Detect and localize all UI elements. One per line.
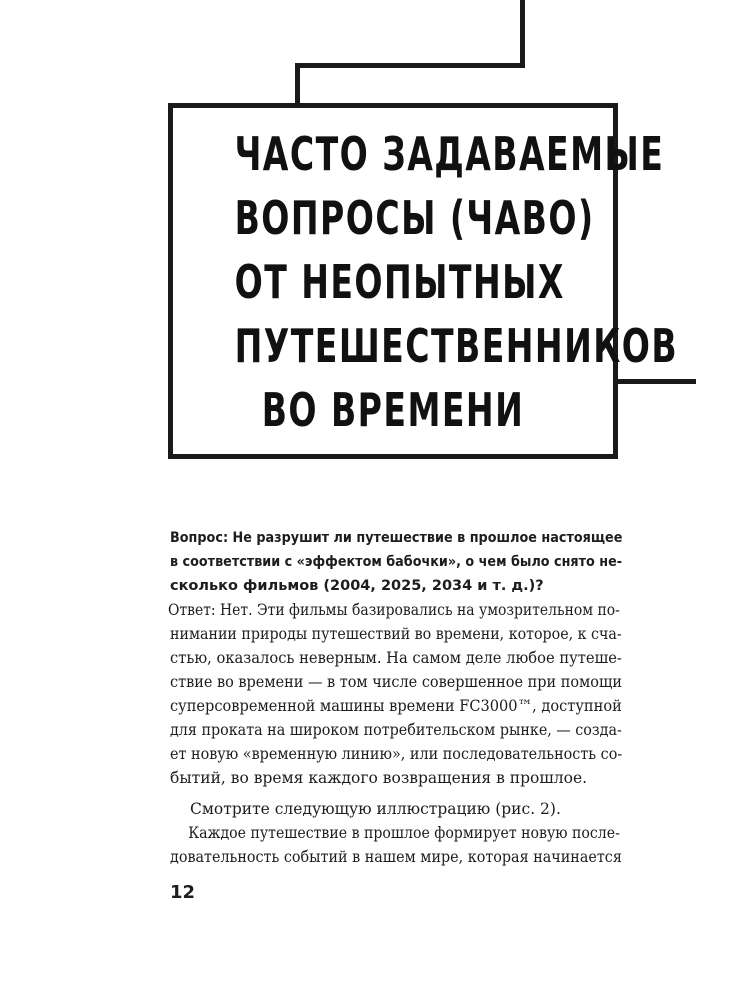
title-line: ВОПРОСЫ (ЧАВО) — [234, 191, 595, 245]
answer-line: Ответ: Нет. Эти фильмы базировались на умозрительном по- — [168, 601, 620, 619]
answer-line: нимании природы путешествий во времени, которое, к сча- — [170, 625, 622, 643]
title-line: ПУТЕШЕСТВЕННИКОВ — [234, 319, 679, 373]
answer-line: ет новую «временную линию», или последовательность со- — [170, 745, 623, 763]
answer-line: суперсовременной машины времени FC3000™, доступной — [170, 697, 622, 715]
answer-line: стью, оказалось неверным. На самом деле любое путеше- — [170, 649, 622, 667]
paragraph-line: довательность событий в нашем мире, которая начинается — [170, 848, 622, 866]
answer-block — [170, 598, 622, 790]
decorative-line-horizontal-right — [618, 379, 696, 384]
question-block — [170, 526, 622, 598]
paragraph-line: Каждое путешествие в прошлое формирует новую после- — [188, 824, 620, 842]
page-number: 12 — [170, 882, 196, 903]
answer-line: бытий, во время каждого возвращения в прошлое. — [170, 769, 588, 787]
body-paragraph — [170, 821, 622, 869]
chapter-title — [173, 122, 679, 442]
decorative-line-vertical-connector — [295, 63, 300, 108]
title-line: ОТ НЕОПЫТНЫХ — [234, 255, 565, 309]
decorative-line-vertical-top — [520, 0, 525, 66]
question-line: сколько фильмов (2004, 2025, 2034 и т. д.)? — [170, 578, 544, 594]
title-line: ВО ВРЕМЕНИ — [261, 383, 525, 437]
decorative-line-horizontal-top — [295, 63, 525, 68]
body-paragraph: Смотрите следующую иллюстрацию (рис. 2). — [190, 800, 561, 818]
question-line: в соответствии с «эффектом бабочки», о чем было снято не- — [170, 554, 623, 570]
answer-line: для проката на широком потребительском рынке, — созда- — [170, 721, 622, 739]
answer-line: ствие во времени — в том числе совершенное при помощи — [170, 673, 623, 691]
title-box — [168, 103, 679, 459]
title-line: ЧАСТО ЗАДАВАЕМЫЕ — [234, 127, 665, 181]
question-line: Вопрос: Не разрушит ли путешествие в прошлое настоящее — [170, 530, 623, 546]
